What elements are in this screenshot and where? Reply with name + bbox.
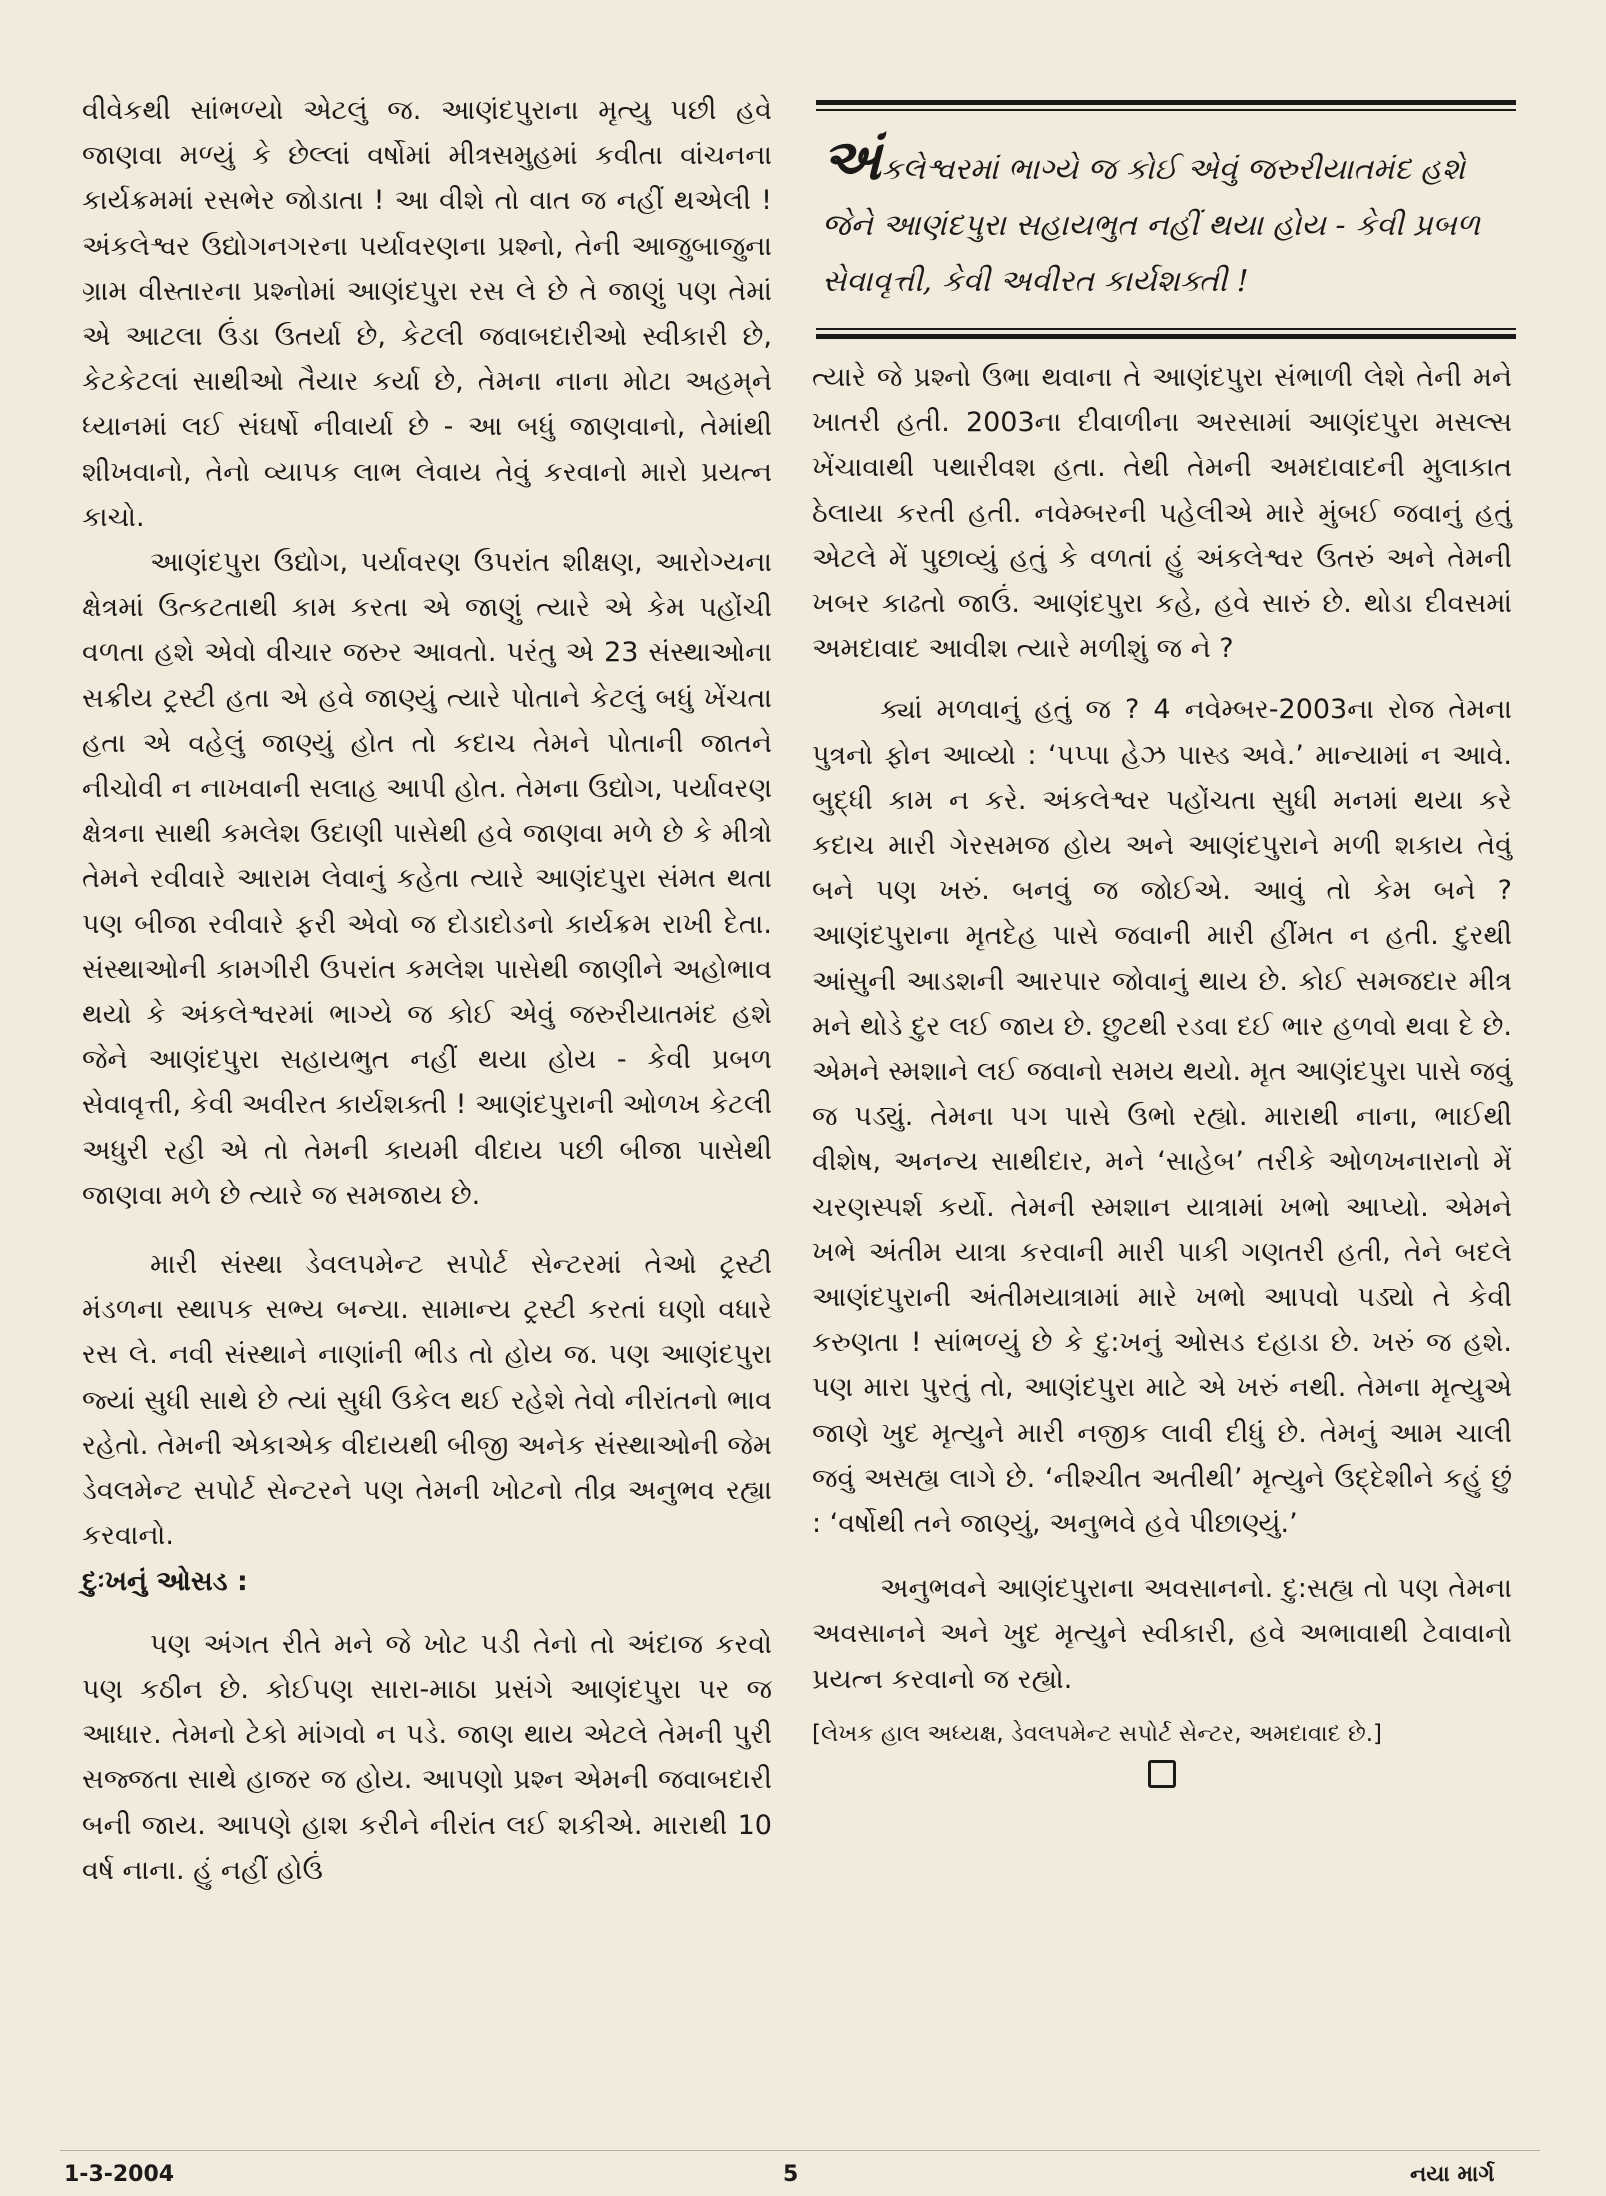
magazine-name: નયા માર્ગ xyxy=(1410,2162,1495,2187)
footer-divider xyxy=(60,2150,1540,2151)
paragraph: આણંદપુરા ઉદ્યોગ, પર્યાવરણ ઉપરાંત શીક્ષણ, આરોગ્યના ક્ષેત્રમાં ઉત્કટતાથી કામ કરતા એ જાણું ત્યારે એ કેમ પહોંચી વળતા હશે એવો વીચાર જરુર આવતો. પરંતુ એ 23 સંસ્થાઓના સક્રીય ટ્રસ્ટી હતા એ હવે જાણ્યું ત્યારે પોતાને કેટલું બધું ખેંચતા હતા એ વહેલું જાણ્યું હોત તો કદાચ તેમને પોતાની જાતને નીચોવી ન નાખવાની સલાહ આપી હોત. તેમના ઉદ્યોગ, પર્યાવરણ ક્ષેત્રના સાથી કમલેશ ઉદાણી પાસેથી હવે જાણવા મળે છે કે મીત્રો તેમને રવીવારે આરામ લેવાનું કહેતા ત્યારે આણંદપુરા સંમત થતા પણ બીજા રવીવારે ફરી એવો જ દોડાદોડનો કાર્યક્રમ રાખી દેતા. સંસ્થાઓની કામગીરી ઉપરાંત કમલેશ પાસેથી જાણીને અહોભાવ થયો કે અંકલેશ્વરમાં ભાગ્યે જ કોઈ એવું જરુરીયાતમંદ હશે જેને આણંદપુરા સહાયભુત નહીં થયા હોય - કેવી પ્રબળ સેવાવૃત્તી, કેવી અવીરત કાર્યશક્તી ! આણંદપુરાની ઓળખ કેટલી અધુરી રહી એ તો તેમની કાયમી વીદાય પછી બીજા પાસેથી જાણવા મળે છે ત્યારે જ સમજાય છે. xyxy=(82,547,772,1211)
paragraph: પણ અંગત રીતે મને જે ખોટ પડી તેનો તો અંદાજ કરવો પણ કઠીન છે. કોઈપણ સારા-માઠા પ્રસંગે આણંદપુરા પર જ આધાર. તેમનો ટેકો માંગવો ન પડે. જાણ થાય એટલે તેમની પુરી સજ્જતા સાથે હાજર જ હોય. આપણો પ્રશ્ન એમની જવાબદારી બની જાય. આપણે હાશ કરીને નીરાંત લઈ શકીએ. મારાથી 10 વર્ષ નાના. હું નહીં હોઉં xyxy=(82,1628,772,1886)
left-column xyxy=(82,88,772,1893)
page-number: 5 xyxy=(783,2162,799,2187)
paragraph: વીવેકથી સાંભળ્યો એટલું જ. આણંદપુરાના મૃત્યુ પછી હવે જાણવા મળ્યું કે છેલ્લાં વર્ષોમાં મીત્રસમુહમાં કવીતા વાંચનના કાર્યક્રમમાં રસભેર જોડાતા ! આ વીશે તો વાત જ નહીં થએલી ! અંકલેશ્વર ઉદ્યોગનગરના પર્યાવરણના પ્રશ્નો, તેની આજુબાજુના ગ્રામ વીસ્તારના પ્રશ્નોમાં આણંદપુરા રસ લે છે તે જાણું પણ તેમાં એ આટલા ઉંડા ઉતર્યા છે, કેટલી જવાબદારીઓ સ્વીકારી છે, કેટકેટલાં સાથીઓ તૈયાર કર્યા છે, તેમના નાના મોટા અહમ્‌ને ધ્યાનમાં લઈ સંઘર્ષો નીવાર્યા છે - આ બધું જાણવાનો, તેમાંથી શીખવાનો, તેનો વ્યાપક લાભ લેવાય તેવું કરવાનો મારો પ્રયત્ન કાચો. xyxy=(82,95,772,533)
right-column xyxy=(812,355,1512,1788)
end-mark-icon xyxy=(1148,1760,1176,1788)
footer-date: 1-3-2004 xyxy=(64,2162,175,2187)
pull-quote-body: કલેશ્વરમાં ભાગ્યે જ કોઈ એવું જરુરીયાતમંદ હશે જેને આણંદપુરા સહાયભુત નહીં થયા હોય - કેવી પ્રબળ સેવાવૃત્તી, કેવી અવીરત કાર્યશક્તી ! xyxy=(822,152,1481,299)
pull-quote-dropcap: અં xyxy=(822,127,882,193)
pull-quote-top-rule xyxy=(816,100,1516,111)
pull-quote-bottom-rule xyxy=(816,328,1516,339)
paragraph: ત્યારે જે પ્રશ્નો ઉભા થવાના તે આણંદપુરા સંભાળી લેશે તેની મને ખાતરી હતી. 2003ના દીવાળીના અરસામાં આણંદપુરા મસલ્સ ખેંચાવાથી પથારીવશ હતા. તેથી તેમની અમદાવાદની મુલાકાત ઠેલાયા કરતી હતી. નવેમ્બરની પહેલીએ મારે મુંબઈ જવાનું હતું એટલે મેં પુછાવ્યું હતું કે વળતાં હું અંકલેશ્વર ઉતરું અને તેમની ખબર કાઢતો જાઉં. આણંદપુરા કહે, હવે સારું છે. થોડા દીવસમાં અમદાવાદ આવીશ ત્યારે મળીશું જ ને ? xyxy=(812,362,1512,665)
pull-quote-text xyxy=(822,127,1512,310)
section-subheading: દુઃખનું ઓસડ : xyxy=(82,1565,248,1597)
paragraph: મારી સંસ્થા ડેવલપમેન્ટ સપોર્ટ સેન્ટરમાં તેઓ ટ્રસ્ટી મંડળના સ્થાપક સભ્ય બન્યા. સામાન્ય ટ્રસ્ટી કરતાં ઘણો વધારે રસ લે. નવી સંસ્થાને નાણાંની ભીડ તો હોય જ. પણ આણંદપુરા જ્યાં સુધી સાથે છે ત્યાં સુધી ઉકેલ થઈ રહેશે તેવો નીરાંતનો ભાવ રહેતો. તેમની એકાએક વીદાયથી બીજી અનેક સંસ્થાઓની જેમ ડેવલમેન્ટ સપોર્ટ સેન્ટરને પણ તેમની ખોટનો તીવ્ર અનુભવ રહ્યા કરવાનો. xyxy=(82,1249,772,1552)
pull-quote xyxy=(816,100,1516,340)
paragraph: ક્યાં મળવાનું હતું જ ? 4 નવેમ્બર-2003ના રોજ તેમના પુત્રનો ફોન આવ્યો : ‘પપ્પા હેઝ પાસ્ડ અવે.’ માન્યામાં ન આવે. બુદ્ધી કામ ન કરે. અંકલેશ્વર પહોંચતા સુધી મનમાં થયા કરે કદાચ મારી ગેરસમજ હોય અને આણંદપુરાને મળી શકાય તેવું બને પણ ખરું. બનવું જ જોઈએ. આવું તો કેમ બને ? આણંદપુરાના મૃતદેહ પાસે જવાની મારી હીંમત ન હતી. દુરથી આંસુની આડશની આરપાર જોવાનું થાય છે. કોઈ સમજદાર મીત્ર મને થોડે દુર લઈ જાય છે. છુટથી રડવા દઈ ભાર હળવો થવા દે છે. એમને સ્મશાને લઈ જવાનો સમય થયો. મૃત આણંદપુરા પાસે જવું જ પડ્યું. તેમના પગ પાસે ઉભો રહ્યો. મારાથી નાના, ભાઈથી વીશેષ, અનન્ય સાથીદાર, મને ‘સાહેબ’ તરીકે ઓળખનારાનો મેં ચરણસ્પર્શ કર્યો. તેમની સ્મશાન યાત્રામાં ખભો આપ્યો. એમને ખભે અંતીમ યાત્રા કરવાની મારી પાકી ગણતરી હતી, તેને બદલે આણંદપુરાની અંતીમયાત્રામાં મારે ખભો આપવો પડ્યો તે કેવી કરુણતા ! સાંભળ્યું છે કે દુ:ખનું ઓસડ દહાડા છે. ખરું જ હશે. પણ મારા પુરતું તો, આણંદપુરા માટે એ ખરું નથી. તેમના મૃત્યુએ જાણે ખુદ મૃત્યુને મારી નજીક લાવી દીધું છે. તેમનું આમ ચાલી જવું અસહ્ય લાગે છે. ‘નીશ્ચીત અતીથી’ મૃત્યુને ઉદ્દેશીને કહું છું : ‘વર્ષોથી તને જાણ્યું, અનુભવે હવે પીછાણ્યું.’ xyxy=(812,694,1512,1540)
author-credit: [લેખક હાલ અધ્યક્ષ, ડેવલપમેન્ટ સપોર્ટ સેન્ટર, અમદાવાદ છે.] xyxy=(812,1720,1383,1747)
paragraph: અનુભવને આણંદપુરાના અવસાનનો. દુ:સહ્ય તો પણ તેમના અવસાનને અને ખુદ મૃત્યુને સ્વીકારી, હવે અભાવાથી ટેવાવાનો પ્રયત્ન કરવાનો જ રહ્યો. xyxy=(812,1573,1512,1695)
